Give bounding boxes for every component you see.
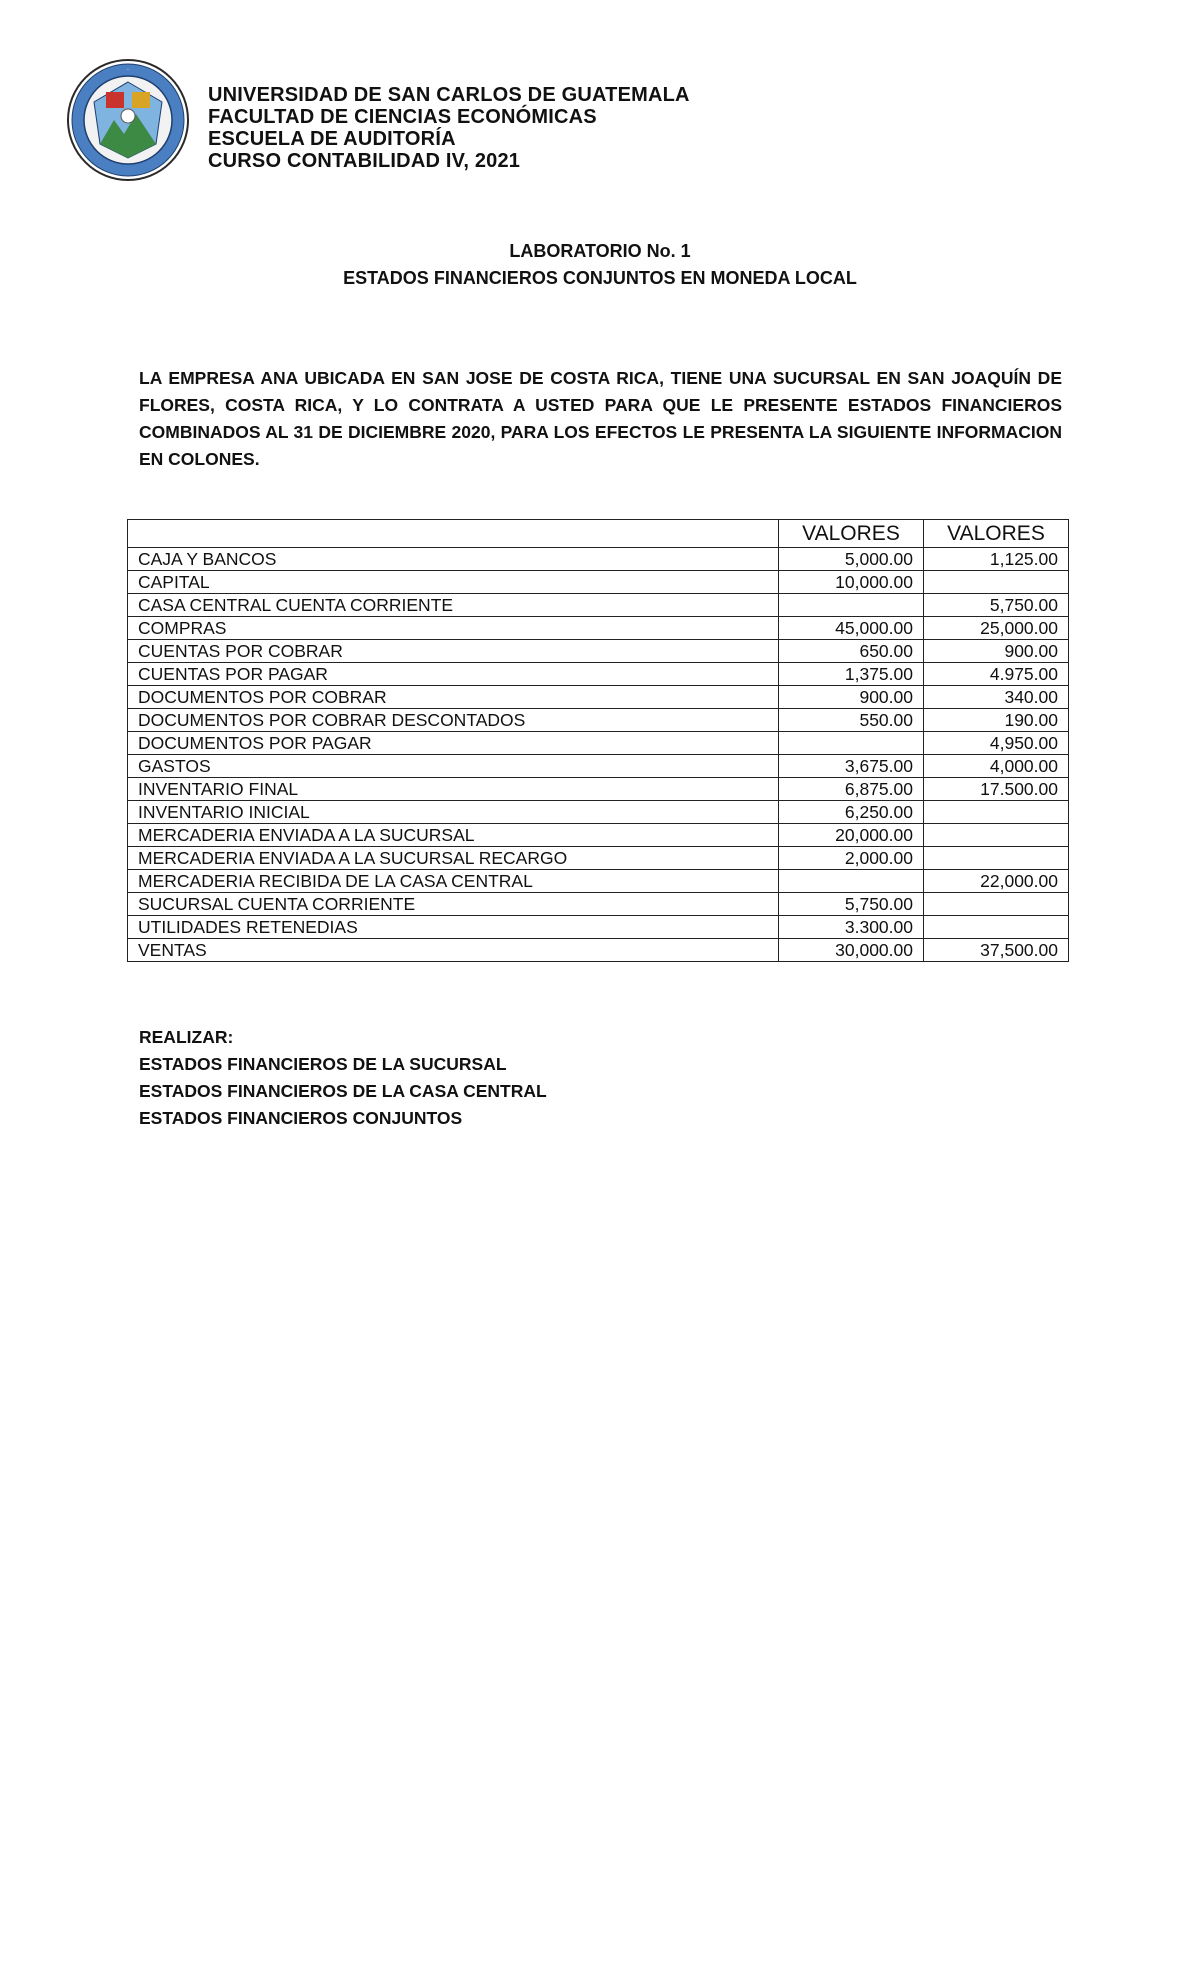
table-row: [128, 893, 1069, 916]
table-row: [128, 571, 1069, 594]
column-header-values-2: VALORES: [924, 520, 1069, 548]
value-cell-2: 22,000.00: [924, 870, 1069, 893]
task-item: ESTADOS FINANCIEROS DE LA SUCURSAL: [139, 1054, 507, 1074]
account-name-cell: DOCUMENTOS POR COBRAR DESCONTADOS: [128, 709, 779, 732]
value-cell-2: 37,500.00: [924, 939, 1069, 962]
value-cell-2: 17.500.00: [924, 778, 1069, 801]
university-name: UNIVERSIDAD DE SAN CARLOS DE GUATEMALA: [208, 84, 690, 106]
value-cell-1: 1,375.00: [779, 663, 924, 686]
lab-number: LABORATORIO No. 1: [509, 241, 691, 261]
task-item: ESTADOS FINANCIEROS CONJUNTOS: [139, 1108, 463, 1128]
value-cell-1: [779, 732, 924, 755]
value-cell-1: 45,000.00: [779, 617, 924, 640]
account-name-cell: DOCUMENTOS POR PAGAR: [128, 732, 779, 755]
value-cell-2: [924, 824, 1069, 847]
table-row: [128, 801, 1069, 824]
account-name-cell: CAPITAL: [128, 571, 779, 594]
lab-subject: ESTADOS FINANCIEROS CONJUNTOS EN MONEDA LOCAL: [343, 268, 857, 288]
value-cell-2: 4,950.00: [924, 732, 1069, 755]
account-name-cell: CUENTAS POR COBRAR: [128, 640, 779, 663]
account-name-cell: SUCURSAL CUENTA CORRIENTE: [128, 893, 779, 916]
value-cell-2: 190.00: [924, 709, 1069, 732]
svg-text:·: ·: [127, 67, 129, 74]
table-row: [128, 732, 1069, 755]
account-name-cell: UTILIDADES RETENEDIAS: [128, 916, 779, 939]
table-row: [128, 709, 1069, 732]
table-row: [128, 617, 1069, 640]
table-header-row: [128, 520, 1069, 548]
column-header-values-1: VALORES: [779, 520, 924, 548]
account-name-cell: VENTAS: [128, 939, 779, 962]
table-row: [128, 594, 1069, 617]
value-cell-1: 5,750.00: [779, 893, 924, 916]
value-cell-2: 4.975.00: [924, 663, 1069, 686]
value-cell-2: 5,750.00: [924, 594, 1069, 617]
account-name-cell: MERCADERIA ENVIADA A LA SUCURSAL RECARGO: [128, 847, 779, 870]
account-name-cell: CASA CENTRAL CUENTA CORRIENTE: [128, 594, 779, 617]
school-name: ESCUELA DE AUDITORÍA: [208, 128, 456, 150]
value-cell-1: 3.300.00: [779, 916, 924, 939]
account-name-cell: INVENTARIO FINAL: [128, 778, 779, 801]
table-row: [128, 824, 1069, 847]
value-cell-2: [924, 893, 1069, 916]
value-cell-2: 25,000.00: [924, 617, 1069, 640]
problem-statement: LA EMPRESA ANA UBICADA EN SAN JOSE DE COSTA RICA, TIENE UNA SUCURSAL EN SAN JOAQUÍN DE FLORES, COSTA RICA, Y LO CONTRATA A USTED PARA QUE LE PRESENTE ESTADOS FINANCIEROS COMBINADOS AL 31 DE DICIEMBRE 2020, PARA LOS EFECTOS LE PRESENTA LA SIGUIENTE INFORMACION EN COLONES.: [139, 368, 1062, 469]
table-row: [128, 548, 1069, 571]
account-name-cell: GASTOS: [128, 755, 779, 778]
value-cell-1: 2,000.00: [779, 847, 924, 870]
value-cell-1: 30,000.00: [779, 939, 924, 962]
value-cell-1: 20,000.00: [779, 824, 924, 847]
financial-data-table: [127, 519, 1069, 962]
table-row: [128, 778, 1069, 801]
value-cell-1: 550.00: [779, 709, 924, 732]
value-cell-1: 650.00: [779, 640, 924, 663]
account-name-cell: CAJA Y BANCOS: [128, 548, 779, 571]
task-item: ESTADOS FINANCIEROS DE LA CASA CENTRAL: [139, 1081, 547, 1101]
value-cell-2: [924, 571, 1069, 594]
value-cell-1: [779, 870, 924, 893]
table-row: [128, 686, 1069, 709]
account-name-cell: CUENTAS POR PAGAR: [128, 663, 779, 686]
value-cell-1: 5,000.00: [779, 548, 924, 571]
table-row: [128, 939, 1069, 962]
document-title: [0, 238, 1200, 292]
value-cell-1: 6,875.00: [779, 778, 924, 801]
tasks-section: [139, 1024, 547, 1132]
tasks-heading: REALIZAR:: [139, 1027, 234, 1047]
value-cell-1: 10,000.00: [779, 571, 924, 594]
institution-header: [208, 84, 690, 172]
value-cell-2: 900.00: [924, 640, 1069, 663]
table-row: [128, 640, 1069, 663]
course-name: CURSO CONTABILIDAD IV, 2021: [208, 150, 521, 172]
faculty-name: FACULTAD DE CIENCIAS ECONÓMICAS: [208, 106, 597, 128]
value-cell-1: 900.00: [779, 686, 924, 709]
value-cell-2: [924, 801, 1069, 824]
table-row: [128, 755, 1069, 778]
value-cell-2: 1,125.00: [924, 548, 1069, 571]
account-name-cell: MERCADERIA ENVIADA A LA SUCURSAL: [128, 824, 779, 847]
table-row: [128, 663, 1069, 686]
value-cell-1: 3,675.00: [779, 755, 924, 778]
account-name-cell: DOCUMENTOS POR COBRAR: [128, 686, 779, 709]
value-cell-1: [779, 594, 924, 617]
table-row: [128, 847, 1069, 870]
account-name-cell: MERCADERIA RECIBIDA DE LA CASA CENTRAL: [128, 870, 779, 893]
university-seal-icon: [66, 58, 190, 182]
column-header-item: [128, 520, 779, 548]
table-row: [128, 870, 1069, 893]
account-name-cell: INVENTARIO INICIAL: [128, 801, 779, 824]
value-cell-1: 6,250.00: [779, 801, 924, 824]
value-cell-2: [924, 916, 1069, 939]
value-cell-2: [924, 847, 1069, 870]
value-cell-2: 4,000.00: [924, 755, 1069, 778]
account-name-cell: COMPRAS: [128, 617, 779, 640]
value-cell-2: 340.00: [924, 686, 1069, 709]
table-body: [128, 548, 1069, 962]
table-row: [128, 916, 1069, 939]
